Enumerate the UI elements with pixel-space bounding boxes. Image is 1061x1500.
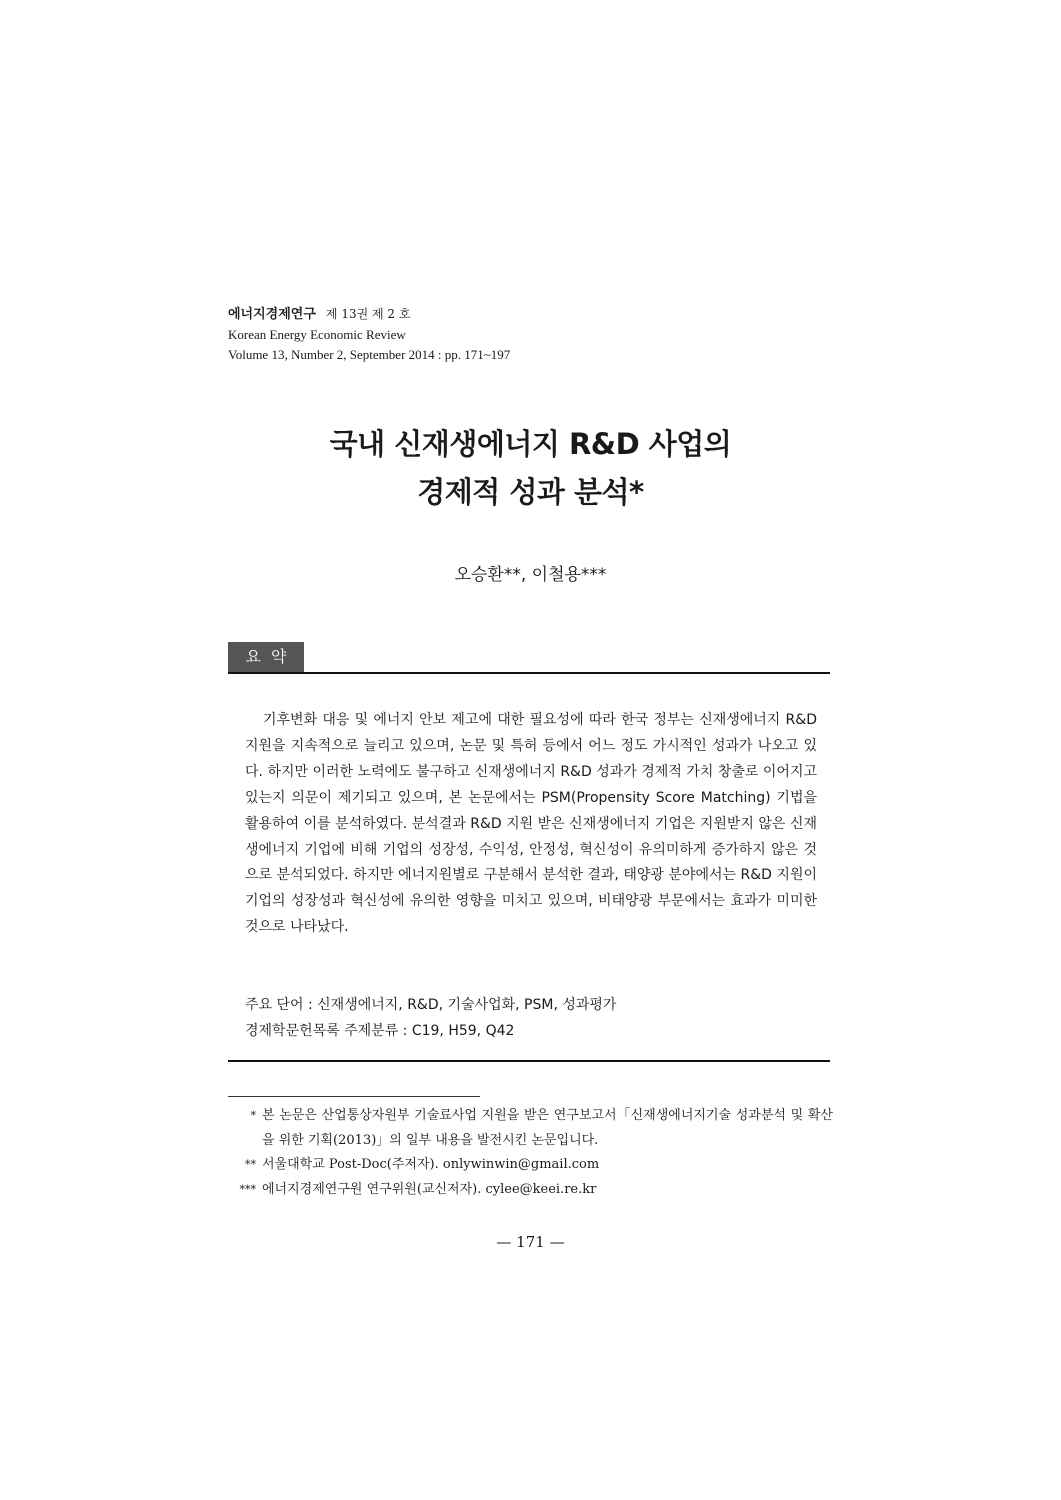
- abstract-body: 기후변화 대응 및 에너지 안보 제고에 대한 필요성에 따라 한국 정부는 신재생에너지 R&D 지원을 지속적으로 늘리고 있으며, 논문 및 특허 등에서 어느 정도 가시적인 성과가 나오고 있다. 하지만 이러한 노력에도 불구하고 신재생에너지 R&D 성과가 경제적 가치 창출로 이어지고 있는지 의문이 제기되고 있으며, 본 논문에서는 PSM(Propensity Score Matching) 기법을 활용하여 이를 분석하였다. 분석결과 R&D 지원 받은 신재생에너지 기업은 지원받지 않은 신재생에너지 기업에 비해 기업의 성장성, 수익성, 안정성, 혁신성이 유의미하게 증가하지 않은 것으로 분석되었다. 하지만 에너지원별로 구분해서 분석한 결과, 태양광 분야에서는 R&D 지원이 기업의 성장성과 혁신성에 유의한 영향을 미치고 있으며, 비태양광 부문에서는 효과가 미미한 것으로 나타났다.: [245, 712, 817, 936]
- footnote-text: 본 논문은 산업통상자원부 기술료사업 지원을 받은 연구보고서「신재생에너지기술 성과분석 및 확산을 위한 기획(2013)」의 일부 내용을 발전시킨 논문입니다.: [262, 1108, 833, 1148]
- footnote: [228, 1178, 833, 1203]
- journal-title-line: [228, 304, 510, 325]
- jel-classification: 경제학문헌목록 주제분류 : C19, H59, Q42: [245, 1023, 515, 1039]
- footnote-mark: *: [250, 1109, 256, 1122]
- page-number: — 171 —: [496, 1233, 565, 1251]
- abstract-label: 요약: [228, 642, 304, 672]
- authors: 오승환**, 이철용***: [454, 565, 607, 585]
- journal-issue-korean: 제 13권 제 2 호: [325, 307, 411, 321]
- volume-line: Volume 13, Number 2, September 2014 : pp. 171~197: [228, 347, 511, 362]
- title-line-1: 국내 신재생에너지 R&D 사업의: [329, 427, 732, 461]
- footnote-text: 에너지경제연구원 연구위원(교신저자). cylee@keei.re.kr: [262, 1181, 597, 1197]
- journal-name-english: Korean Energy Economic Review: [228, 327, 406, 342]
- keywords-block: [245, 992, 825, 1044]
- footnote-text: 서울대학교 Post-Doc(주저자). onlywinwin@gmail.com: [262, 1157, 600, 1172]
- footnote-rule: [228, 1096, 480, 1097]
- abstract-top-rule: [228, 672, 830, 674]
- footnote: [228, 1153, 833, 1178]
- paper-title: [0, 420, 1061, 516]
- footnote: [228, 1104, 833, 1153]
- title-line-2: 경제적 성과 분석*: [417, 475, 644, 509]
- footnote-mark: **: [245, 1158, 256, 1171]
- keywords: 주요 단어 : 신재생에너지, R&D, 기술사업화, PSM, 성과평가: [245, 997, 617, 1013]
- footnotes: [228, 1104, 833, 1202]
- journal-header: [228, 304, 510, 365]
- footnote-mark: ***: [239, 1182, 256, 1196]
- abstract-bottom-rule: [228, 1060, 830, 1062]
- journal-name-korean: 에너지경제연구: [228, 307, 316, 322]
